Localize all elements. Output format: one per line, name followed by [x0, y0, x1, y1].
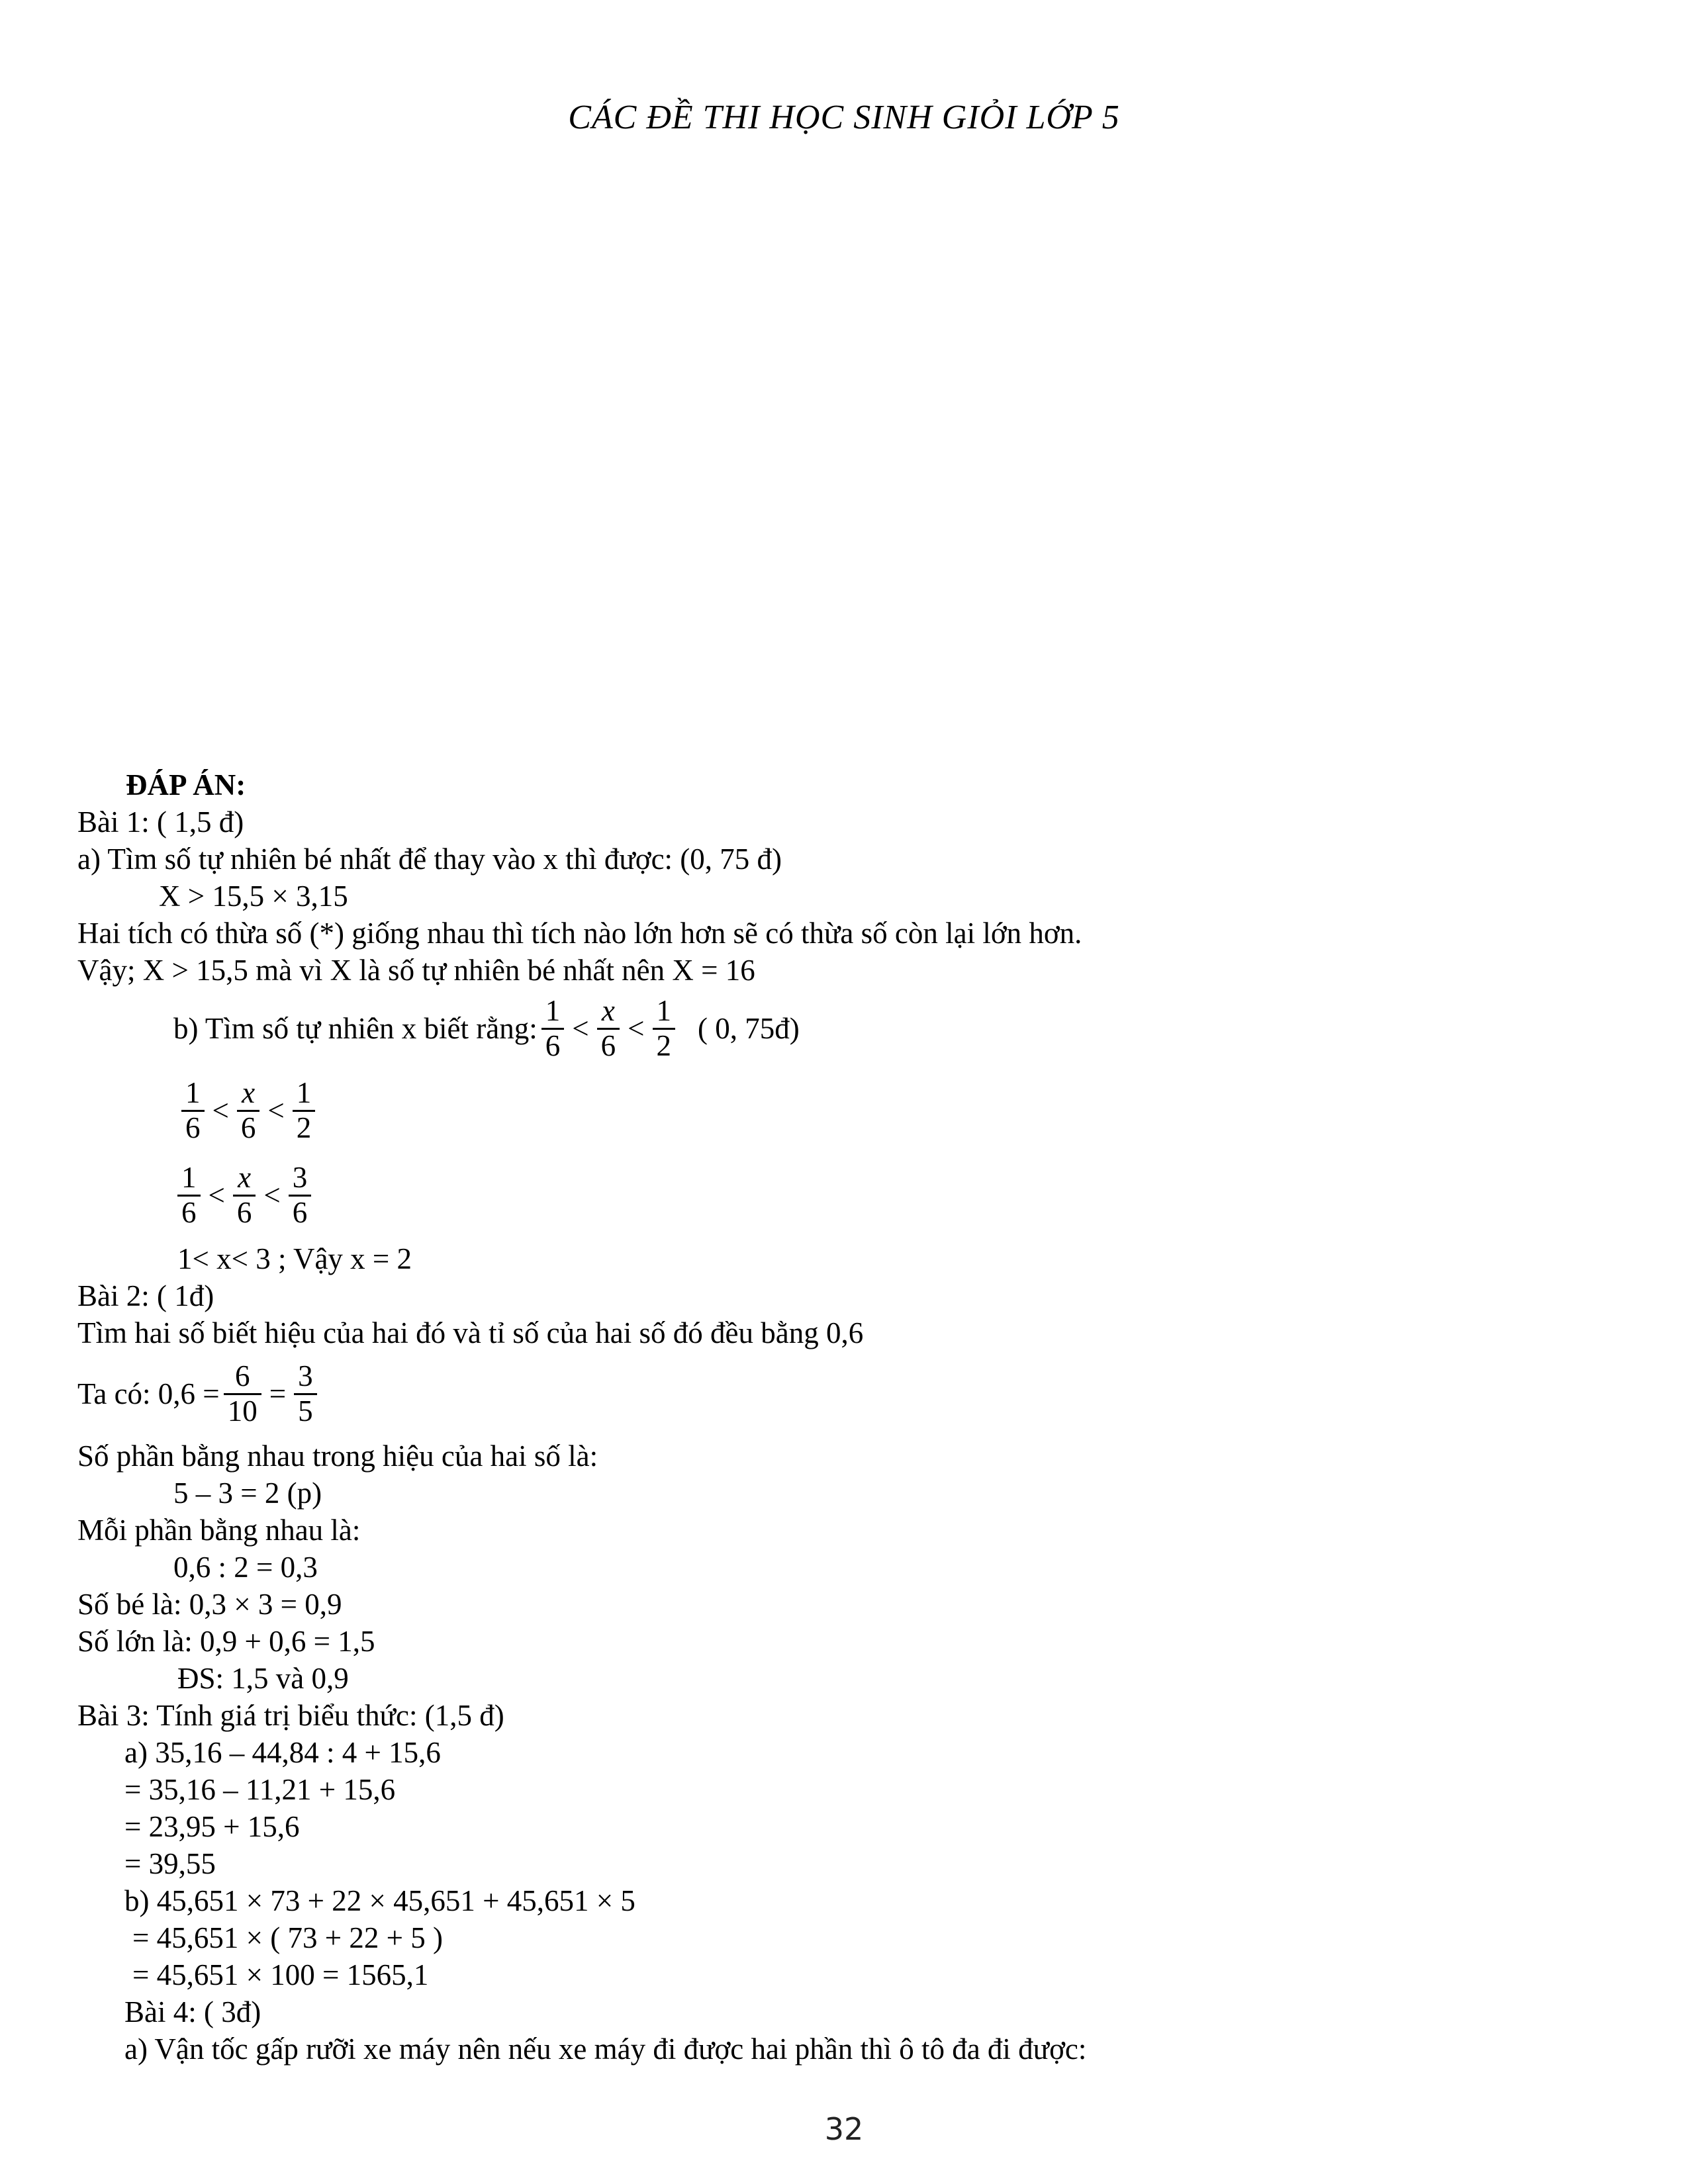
fraction-1-6: $\frac{1}{6}$	[541, 995, 565, 1062]
bai3-b-line-2: = 45,651 × ( 73 + 22 + 5 )	[132, 1921, 443, 1954]
bai1-a-inequality: X > 15,5 × 3,15	[159, 880, 348, 913]
bai1-a-reason-1: Hai tích có thừa số (*) giống nhau thì tích nào lớn hơn sẽ có thừa số còn lại lớn hơn.	[77, 917, 1082, 950]
page-number: 32	[824, 2111, 864, 2147]
bai1-b-line	[173, 989, 800, 1068]
bai1-b-result: 1< x< 3 ; Vậy x = 2	[177, 1242, 412, 1275]
bai1-b-step-2	[173, 1156, 315, 1235]
fraction-1-6: $\frac{1}{6}$	[181, 1077, 205, 1144]
lt-sign: <	[267, 1094, 285, 1127]
bai1-title: Bài 1: ( 1,5 đ)	[77, 805, 244, 839]
fraction-x-6: $\frac{x}{6}$	[233, 1161, 256, 1229]
bai2-each-calc: 0,6 : 2 = 0,3	[173, 1551, 318, 1584]
bai2-problem: Tìm hai số biết hiệu của hai đó và tỉ số của hai số đó đều bằng 0,6	[77, 1316, 864, 1349]
bai4-a-line: a) Vận tốc gấp rưỡi xe máy nên nếu xe máy đi được hai phần thì ô tô đa đi được:	[124, 2032, 1087, 2066]
bai2-answer: ĐS: 1,5 và 0,9	[177, 1662, 349, 1695]
fraction-x-6: $\frac{x}{6}$	[237, 1077, 260, 1144]
answer-heading: ĐÁP ÁN:	[126, 768, 246, 801]
bai3-a-line-3: = 23,95 + 15,6	[124, 1810, 300, 1843]
fraction-3-6: $\frac{3}{6}$	[289, 1161, 312, 1229]
bai2-taco: Ta có: 0,6 =	[77, 1377, 220, 1410]
bai3-title: Bài 3: Tính giá trị biểu thức: (1,5 đ)	[77, 1699, 504, 1732]
bai3-b-line-1: b) 45,651 × 73 + 22 × 45,651 + 45,651 × 5	[124, 1884, 635, 1917]
bai1-b-text: b) Tìm số tự nhiên x biết rằng:	[173, 1012, 538, 1045]
bai1-a-line: a) Tìm số tự nhiên bé nhất để thay vào x thì được: (0, 75 đ)	[77, 842, 782, 876]
bai1-b-points: ( 0, 75đ)	[698, 1012, 800, 1045]
bai1-b-step-1	[177, 1071, 319, 1150]
bai2-small: Số bé là: 0,3 × 3 = 0,9	[77, 1588, 342, 1621]
bai3-a-line-4: = 39,55	[124, 1847, 216, 1880]
lt-sign: <	[628, 1012, 645, 1045]
lt-sign: <	[212, 1094, 229, 1127]
fraction-6-10: $\frac{6}{10}$	[224, 1360, 261, 1428]
bai4-title: Bài 4: ( 3đ)	[124, 1995, 261, 2028]
bai2-ratio	[77, 1354, 321, 1433]
bai3-b-line-3: = 45,651 × 100 = 1565,1	[132, 1958, 429, 1991]
fraction-1-2: $\frac{1}{2}$	[293, 1077, 316, 1144]
fraction-3-5: $\frac{3}{5}$	[294, 1360, 317, 1428]
lt-sign: <	[263, 1179, 281, 1212]
bai2-each-label: Mỗi phần bằng nhau là:	[77, 1514, 361, 1547]
page-header-title: CÁC ĐỀ THI HỌC SINH GIỎI LỚP 5	[568, 99, 1120, 136]
lt-sign: <	[208, 1179, 225, 1212]
lt-sign: <	[572, 1012, 589, 1045]
fraction-1-6: $\frac{1}{6}$	[177, 1161, 201, 1229]
bai2-title: Bài 2: ( 1đ)	[77, 1279, 214, 1312]
bai2-parts-label: Số phần bằng nhau trong hiệu của hai số là:	[77, 1439, 598, 1473]
bai3-a-line-2: = 35,16 – 11,21 + 15,6	[124, 1773, 396, 1806]
fraction-1-2: $\frac{1}{2}$	[653, 995, 676, 1062]
bai3-a-line-1: a) 35,16 – 44,84 : 4 + 15,6	[124, 1736, 441, 1769]
fraction-x-6: $\frac{x}{6}$	[597, 995, 620, 1062]
equals-sign: =	[269, 1377, 287, 1410]
bai2-parts-calc: 5 – 3 = 2 (p)	[173, 1477, 322, 1510]
bai1-a-reason-2: Vậy; X > 15,5 mà vì X là số tự nhiên bé nhất nên X = 16	[77, 954, 755, 987]
bai2-large: Số lớn là: 0,9 + 0,6 = 1,5	[77, 1625, 375, 1658]
